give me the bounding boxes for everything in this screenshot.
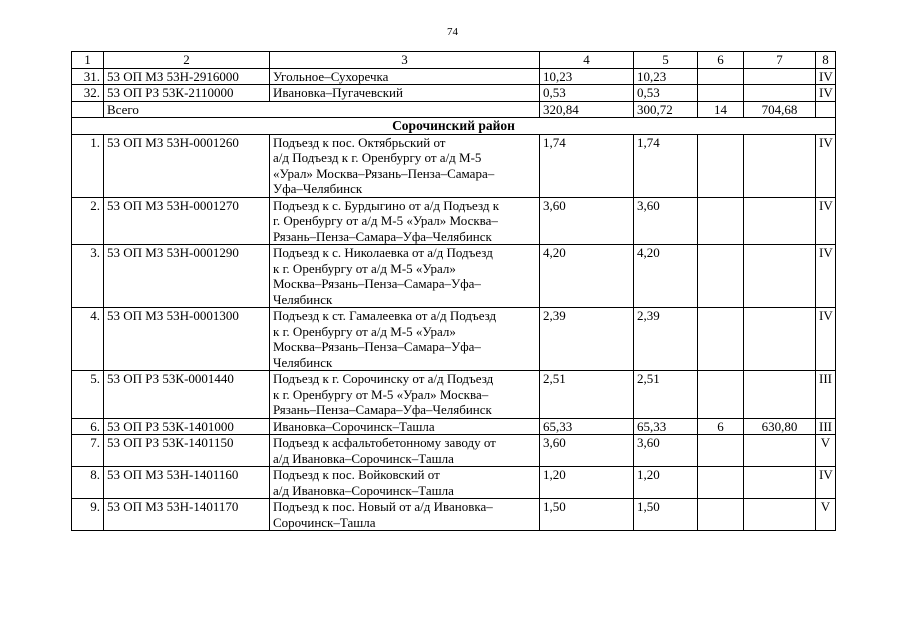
road-code-cell: 53 ОП РЗ 53К-0001440 (104, 371, 270, 419)
table-row (72, 245, 836, 308)
length-paved-cell: 65,33 (634, 418, 698, 435)
road-code-cell: 53 ОП РЗ 53К-1401000 (104, 418, 270, 435)
table-row (72, 435, 836, 467)
row-number-cell: 3. (72, 245, 104, 308)
road-code-cell: 53 ОП РЗ 53К-2110000 (104, 85, 270, 102)
length-paved-cell: 4,20 (634, 245, 698, 308)
length-paved-cell: 3,60 (634, 435, 698, 467)
road-category-cell: IV (816, 85, 836, 102)
road-category-cell: IV (816, 308, 836, 371)
column-header-7: 7 (744, 52, 816, 69)
road-name-cell: Подъезд к пос. Войковский от а/д Ивановка–Сорочинск–Ташла (270, 467, 540, 499)
total-bridges-count-cell: 14 (698, 101, 744, 118)
column-header-8: 8 (816, 52, 836, 69)
bridges-count-cell (698, 85, 744, 102)
road-category-cell: IV (816, 134, 836, 197)
bridges-length-cell (744, 68, 816, 85)
bridges-length-cell (744, 85, 816, 102)
length-total-cell: 4,20 (540, 245, 634, 308)
length-paved-cell: 2,51 (634, 371, 698, 419)
road-name-cell: Ивановка–Сорочинск–Ташла (270, 418, 540, 435)
bridges-length-cell (744, 197, 816, 245)
column-header-3: 3 (270, 52, 540, 69)
length-total-cell: 65,33 (540, 418, 634, 435)
road-name-cell: Подъезд к пос. Октябрьский от а/д Подъезд к г. Оренбургу от а/д М-5 «Урал» Москва–Рязань–Пенза–Самара– Уфа–Челябинск (270, 134, 540, 197)
column-header-2: 2 (104, 52, 270, 69)
total-category-cell (816, 101, 836, 118)
road-code-cell: 53 ОП МЗ 53Н-1401160 (104, 467, 270, 499)
bridges-length-cell (744, 245, 816, 308)
road-code-cell: 53 ОП МЗ 53Н-0001260 (104, 134, 270, 197)
roads-table (71, 51, 836, 531)
table-row (72, 308, 836, 371)
table-body (72, 52, 836, 531)
road-category-cell: IV (816, 68, 836, 85)
row-number-cell: 31. (72, 68, 104, 85)
bridges-count-cell (698, 197, 744, 245)
bridges-count-cell (698, 68, 744, 85)
length-total-cell: 1,74 (540, 134, 634, 197)
table-row (72, 499, 836, 531)
road-name-cell: Подъезд к пос. Новый от а/д Ивановка– Сорочинск–Ташла (270, 499, 540, 531)
length-total-cell: 10,23 (540, 68, 634, 85)
table-row (72, 197, 836, 245)
row-number-cell: 32. (72, 85, 104, 102)
road-category-cell: IV (816, 467, 836, 499)
road-category-cell: V (816, 435, 836, 467)
length-total-cell: 3,60 (540, 197, 634, 245)
length-total-cell: 1,50 (540, 499, 634, 531)
bridges-count-cell (698, 134, 744, 197)
column-header-5: 5 (634, 52, 698, 69)
length-paved-cell: 3,60 (634, 197, 698, 245)
total-paved-cell: 300,72 (634, 101, 698, 118)
column-header-4: 4 (540, 52, 634, 69)
length-paved-cell: 1,20 (634, 467, 698, 499)
length-total-cell: 2,51 (540, 371, 634, 419)
row-number-cell: 5. (72, 371, 104, 419)
table-row (72, 85, 836, 102)
road-code-cell: 53 ОП РЗ 53К-1401150 (104, 435, 270, 467)
section-title: Сорочинский район (72, 118, 836, 135)
table-header-row (72, 52, 836, 69)
bridges-length-cell (744, 499, 816, 531)
table-row (72, 467, 836, 499)
length-paved-cell: 2,39 (634, 308, 698, 371)
row-number-cell: 6. (72, 418, 104, 435)
road-name-cell: Подъезд к асфальтобетонному заводу от а/д Ивановка–Сорочинск–Ташла (270, 435, 540, 467)
length-paved-cell: 1,74 (634, 134, 698, 197)
table-row (72, 68, 836, 85)
road-category-cell: III (816, 418, 836, 435)
row-number-cell: 7. (72, 435, 104, 467)
road-code-cell: 53 ОП МЗ 53Н-0001270 (104, 197, 270, 245)
road-category-cell: V (816, 499, 836, 531)
length-total-cell: 1,20 (540, 467, 634, 499)
road-name-cell: Подъезд к г. Сорочинску от а/д Подъезд к г. Оренбургу от М-5 «Урал» Москва– Рязань–Пенза–Самара–Уфа–Челябинск (270, 371, 540, 419)
length-total-cell: 2,39 (540, 308, 634, 371)
road-name-cell: Угольное–Сухоречка (270, 68, 540, 85)
row-number-cell: 2. (72, 197, 104, 245)
bridges-length-cell (744, 467, 816, 499)
length-total-cell: 3,60 (540, 435, 634, 467)
table-row (72, 371, 836, 419)
total-bridges-length-cell: 704,68 (744, 101, 816, 118)
row-number-cell: 8. (72, 467, 104, 499)
road-category-cell: IV (816, 197, 836, 245)
road-code-cell: 53 ОП МЗ 53Н-0001300 (104, 308, 270, 371)
road-code-cell: 53 ОП МЗ 53Н-2916000 (104, 68, 270, 85)
road-name-cell: Подъезд к с. Николаевка от а/д Подъезд к г. Оренбургу от а/д М-5 «Урал» Москва–Рязань–Пенза–Самара–Уфа– Челябинск (270, 245, 540, 308)
length-paved-cell: 1,50 (634, 499, 698, 531)
road-name-cell: Ивановка–Пугачевский (270, 85, 540, 102)
row-number-cell: 9. (72, 499, 104, 531)
bridges-length-cell (744, 371, 816, 419)
bridges-count-cell (698, 467, 744, 499)
bridges-length-cell (744, 308, 816, 371)
bridges-count-cell: 6 (698, 418, 744, 435)
row-number-cell: 1. (72, 134, 104, 197)
section-header-row (72, 118, 836, 135)
bridges-count-cell (698, 371, 744, 419)
table-row (72, 134, 836, 197)
table-row (72, 418, 836, 435)
bridges-count-cell (698, 435, 744, 467)
column-header-6: 6 (698, 52, 744, 69)
road-name-cell: Подъезд к ст. Гамалеевка от а/д Подъезд к г. Оренбургу от а/д М-5 «Урал» Москва–Рязань–Пенза–Самара–Уфа– Челябинск (270, 308, 540, 371)
total-length-cell: 320,84 (540, 101, 634, 118)
bridges-length-cell (744, 134, 816, 197)
column-header-1: 1 (72, 52, 104, 69)
road-category-cell: III (816, 371, 836, 419)
bridges-length-cell (744, 435, 816, 467)
road-code-cell: 53 ОП МЗ 53Н-1401170 (104, 499, 270, 531)
bridges-count-cell (698, 499, 744, 531)
total-label-cell: Всего (104, 101, 540, 118)
length-paved-cell: 10,23 (634, 68, 698, 85)
length-paved-cell: 0,53 (634, 85, 698, 102)
row-number-cell: 4. (72, 308, 104, 371)
road-name-cell: Подъезд к с. Бурдыгино от а/д Подъезд к г. Оренбургу от а/д М-5 «Урал» Москва– Рязань–Пенза–Самара–Уфа–Челябинск (270, 197, 540, 245)
length-total-cell: 0,53 (540, 85, 634, 102)
total-row (72, 101, 836, 118)
bridges-count-cell (698, 308, 744, 371)
total-empty-cell (72, 101, 104, 118)
bridges-count-cell (698, 245, 744, 308)
bridges-length-cell: 630,80 (744, 418, 816, 435)
page-number: 74 (447, 26, 458, 38)
road-code-cell: 53 ОП МЗ 53Н-0001290 (104, 245, 270, 308)
road-category-cell: IV (816, 245, 836, 308)
